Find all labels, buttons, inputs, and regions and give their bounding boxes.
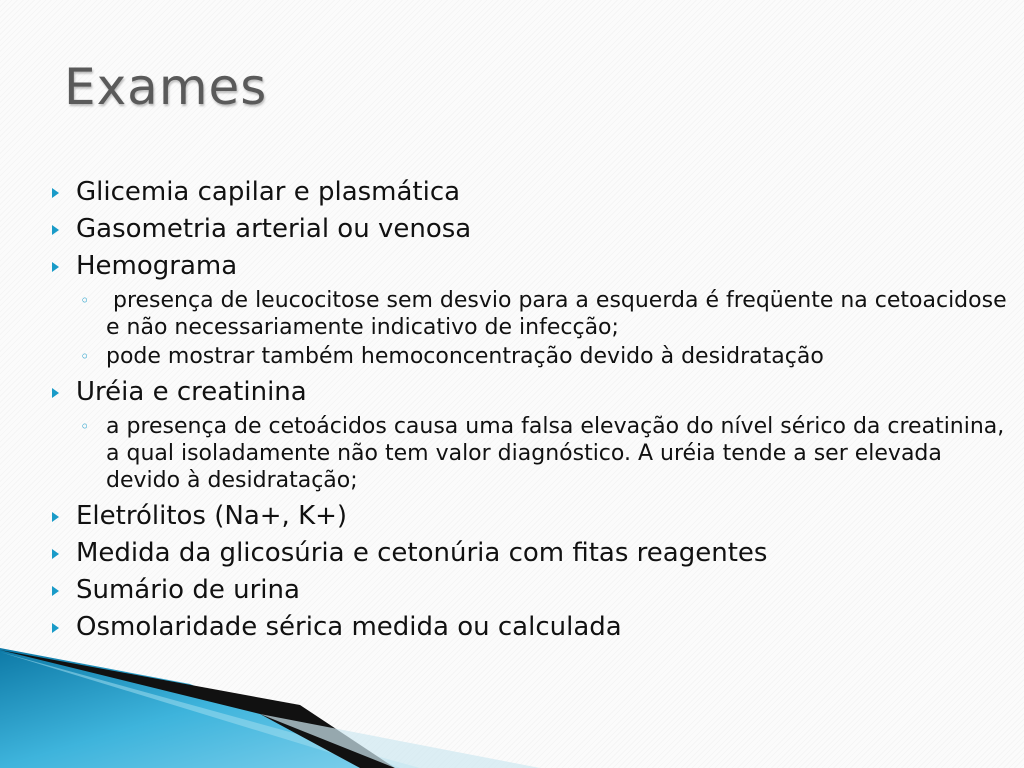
bullet-item	[50, 211, 1010, 248]
bullet-item	[50, 535, 1010, 572]
sub-bullet-item	[50, 343, 1010, 370]
sub-bullet-list	[50, 287, 1014, 370]
bullet-item	[50, 374, 1010, 411]
sub-bullet-text: a presença de cetoácidos causa uma falsa elevação do nível sérico da creatinina, a qual isoladamente não tem valor diagnóstico. A uréia tende a ser elevada devido à desidratação;	[106, 414, 1012, 493]
bullet-triangle-icon	[52, 388, 59, 398]
bullet-item	[50, 498, 1010, 535]
slide-title: Exames	[64, 58, 268, 116]
bullet-triangle-icon	[52, 188, 59, 198]
bullet-text: Uréia e creatinina	[76, 377, 307, 407]
sub-bullet-item	[50, 287, 1014, 341]
bullet-triangle-icon	[52, 262, 59, 272]
bullet-item	[50, 572, 1010, 609]
bullet-text: Osmolaridade sérica medida ou calculada	[76, 612, 622, 642]
bullet-text: Eletrólitos (Na+, K+)	[76, 501, 348, 531]
sub-bullet-text: presença de leucocitose sem desvio para a esquerda é freqüente na cetoacidose e não necessariamente indicativo de infecção;	[106, 288, 1014, 340]
sub-bullet-circle-icon: ◦	[80, 417, 90, 436]
bullet-item	[50, 174, 1010, 211]
bullet-triangle-icon	[52, 623, 59, 633]
sub-bullet-circle-icon: ◦	[80, 347, 90, 366]
bullet-text: Medida da glicosúria e cetonúria com fitas reagentes	[76, 538, 768, 568]
sub-bullet-circle-icon: ◦	[80, 291, 90, 310]
bullet-triangle-icon	[52, 512, 59, 522]
sub-bullet-list	[50, 413, 1010, 494]
bullet-text: Glicemia capilar e plasmática	[76, 177, 461, 207]
sub-bullet-item	[50, 413, 1010, 494]
bullet-item	[50, 248, 1010, 285]
bullet-item	[50, 609, 1010, 646]
bullet-list	[50, 174, 1014, 646]
bullet-triangle-icon	[52, 549, 59, 559]
bullet-text: Gasometria arterial ou venosa	[76, 214, 472, 244]
sub-bullet-text: pode mostrar também hemoconcentração devido à desidratação	[106, 344, 824, 369]
bullet-triangle-icon	[52, 225, 59, 235]
bullet-text: Sumário de urina	[76, 575, 300, 605]
bullet-text: Hemograma	[76, 251, 238, 281]
bullet-triangle-icon	[52, 586, 59, 596]
